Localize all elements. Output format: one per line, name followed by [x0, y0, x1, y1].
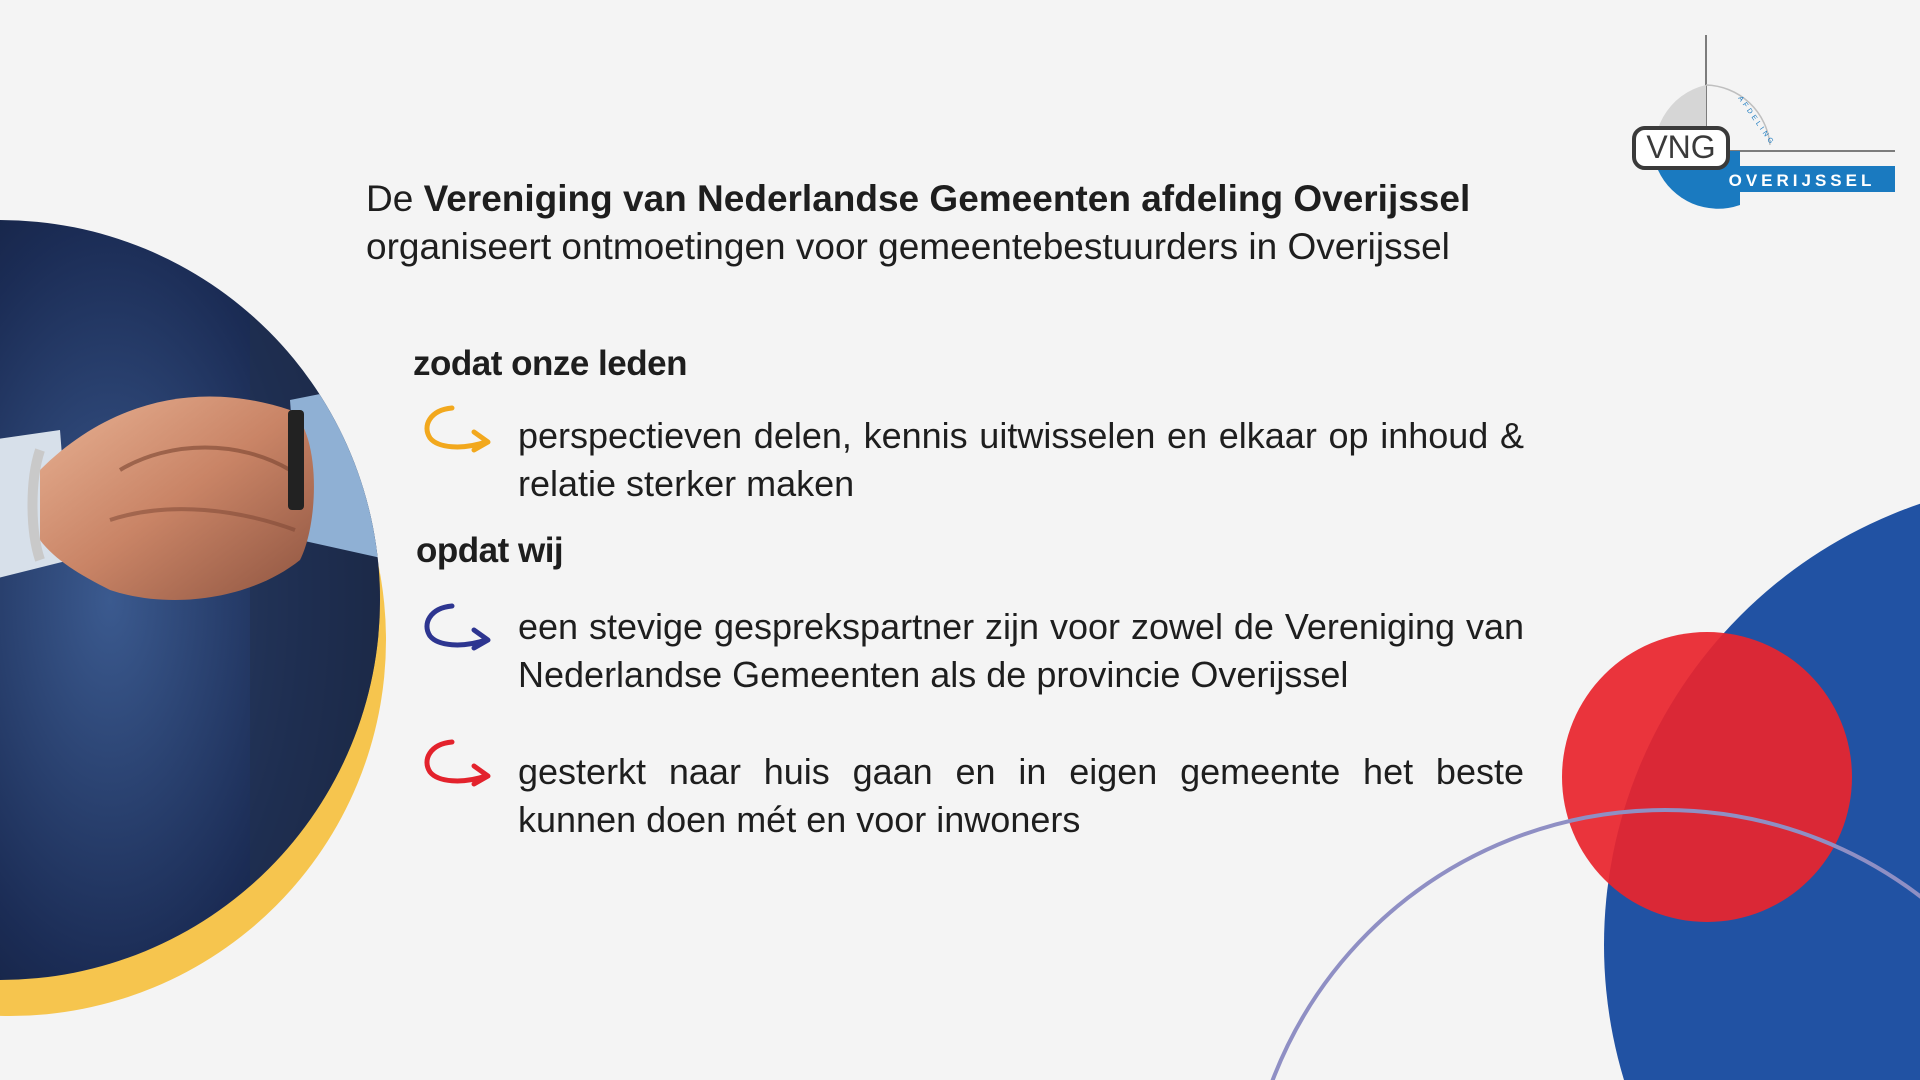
- intro-line-2: organiseert ontmoetingen voor gemeentebestuurders in Overijssel: [366, 226, 1450, 267]
- logo-region: OVERIJSSEL: [1728, 171, 1876, 190]
- org-name: Vereniging van Nederlandse Gemeenten afdeling Overijssel: [423, 178, 1471, 219]
- heading-opdat-wij: opdat wij: [416, 531, 564, 570]
- logo-abbr: VNG: [1646, 129, 1716, 165]
- intro-text: [366, 175, 1546, 271]
- arrow-yellow-icon: [420, 402, 496, 458]
- arrow-navy-icon: [420, 600, 496, 656]
- intro-prefix: De: [366, 178, 424, 219]
- red-circle: [1562, 632, 1852, 922]
- logo-arc-text: AFDELING: [1736, 95, 1776, 148]
- arrow-red-icon: [420, 736, 496, 792]
- vng-overijssel-logo: [1630, 30, 1895, 220]
- bullet-gesprekspartner: een stevige gesprekspartner zijn voor zowel de Vereniging van Nederlandse Gemeenten als de provincie Overijssel: [518, 606, 1524, 695]
- heading-zodat-onze-leden: zodat onze leden: [413, 344, 687, 383]
- intro-line-1: [366, 175, 1546, 223]
- bullet-perspectieven: perspectieven delen, kennis uitwisselen en elkaar op inhoud & relatie sterker maken: [518, 415, 1524, 504]
- handshake-photo: [0, 210, 390, 990]
- bullet-gesterkt: gesterkt naar huis gaan en in eigen gemeente het beste kunnen doen mét en voor inwoners: [518, 751, 1524, 840]
